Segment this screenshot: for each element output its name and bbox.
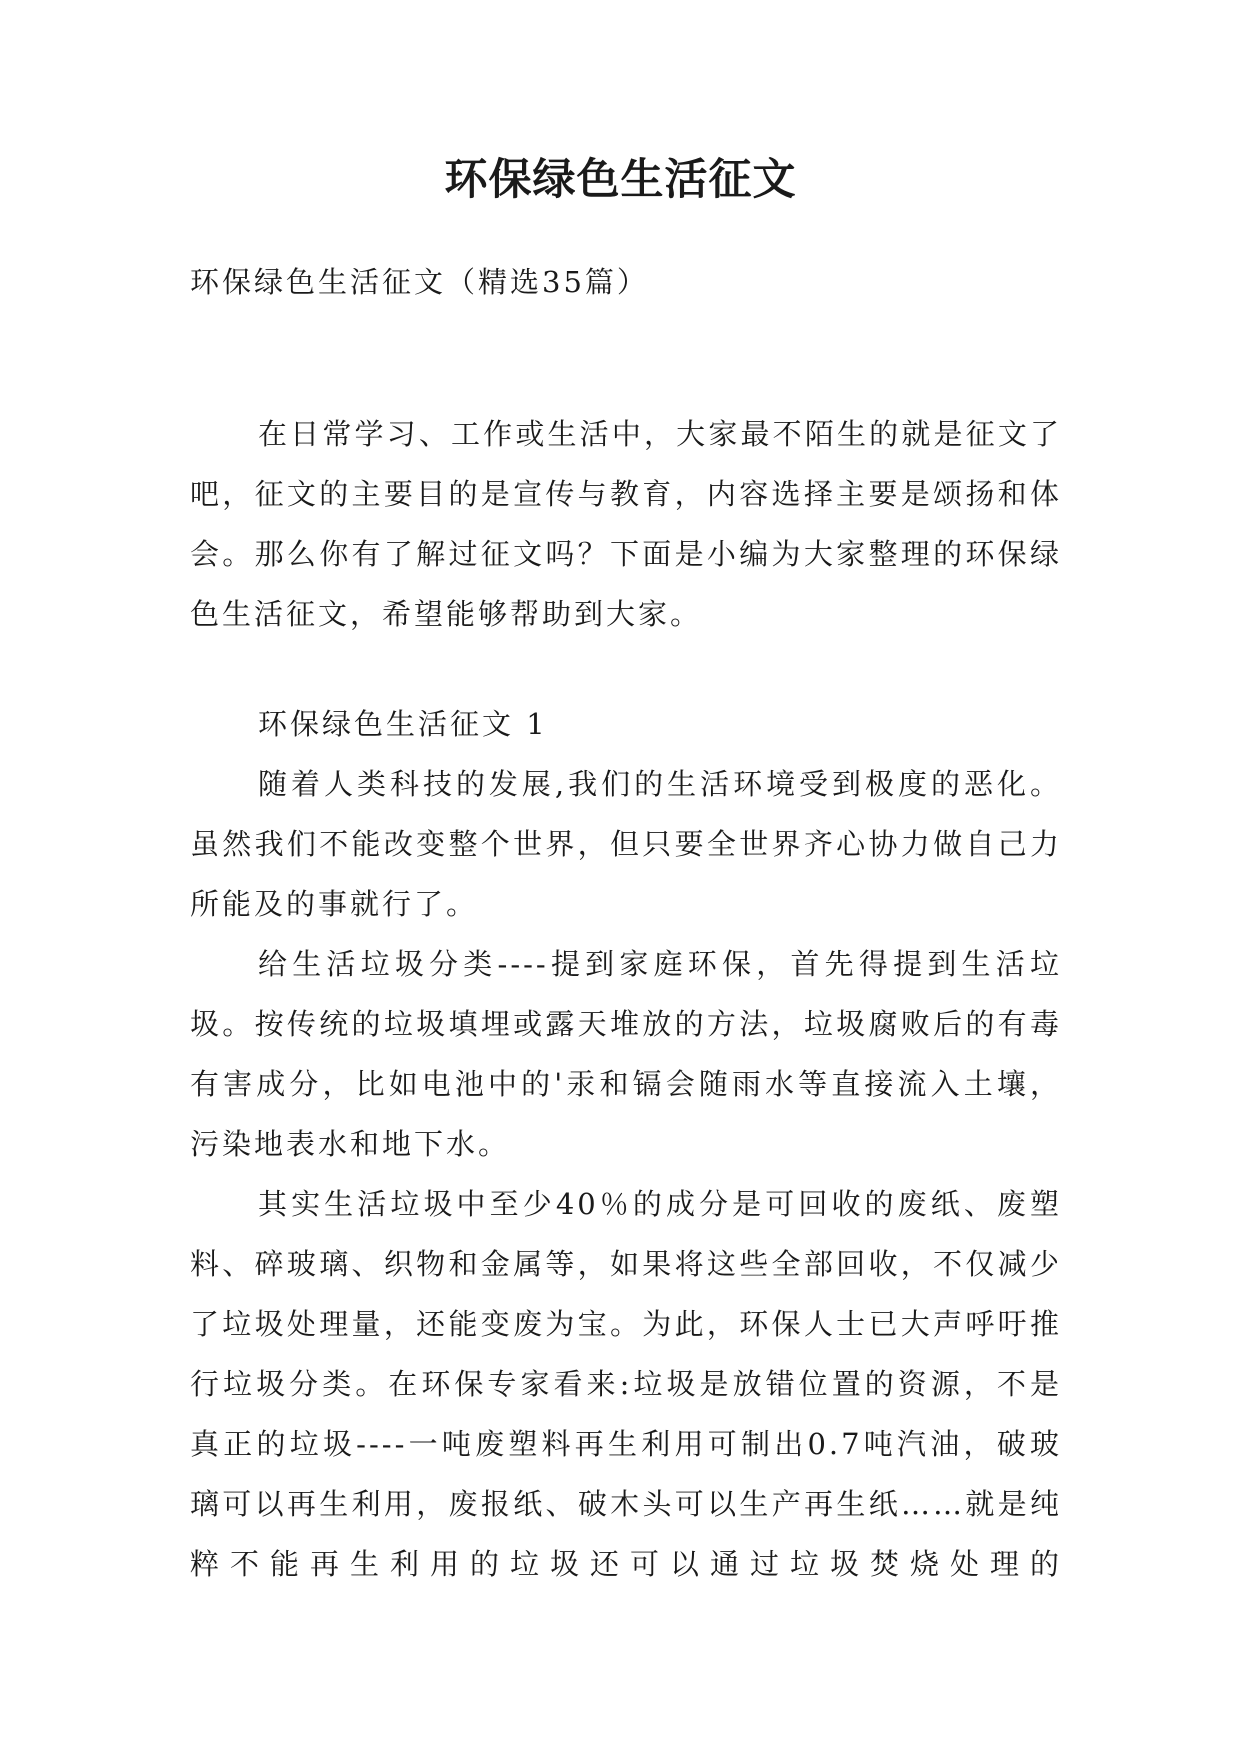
section-heading: 环保绿色生活征文 1 bbox=[258, 707, 548, 741]
body-paragraph: 其实生活垃圾中至少40％的成分是可回收的废纸、废塑料、碎玻璃、织物和金属等，如果将这些全部回收，不仅减少了垃圾处理量，还能变废为宝。为此，环保人士已大声呼吁推行垃圾分类。在环保专家看来:垃圾是放错位置的资源，不是真正的垃圾----一吨废塑料再生利用可制出0.7吨汽油，破玻璃可以再生利用，废报纸、破木头可以生产再生纸……就是纯粹不能再生利用的垃圾还可以通过垃圾焚烧处理的 bbox=[190, 1187, 1062, 1581]
article-body bbox=[190, 694, 1062, 1594]
document-subtitle: 环保绿色生活征文（精选35篇） bbox=[190, 265, 649, 299]
intro-paragraph: 在日常学习、工作或生活中，大家最不陌生的就是征文了吧，征文的主要目的是宣传与教育，内容选择主要是颂扬和体会。那么你有了解过征文吗？下面是小编为大家整理的环保绿色生活征文，希望能够帮助到大家。 bbox=[190, 417, 1062, 631]
body-paragraph: 给生活垃圾分类----提到家庭环保，首先得提到生活垃圾。按传统的垃圾填埋或露天堆放的方法，垃圾腐败后的有毒有害成分，比如电池中的'汞和镉会随雨水等直接流入土壤，污染地表水和地下水。 bbox=[190, 947, 1062, 1161]
document-title: 环保绿色生活征文 bbox=[444, 155, 797, 205]
body-paragraph: 随着人类科技的发展,我们的生活环境受到极度的恶化。虽然我们不能改变整个世界，但只要全世界齐心协力做自己力所能及的事就行了。 bbox=[190, 767, 1062, 921]
